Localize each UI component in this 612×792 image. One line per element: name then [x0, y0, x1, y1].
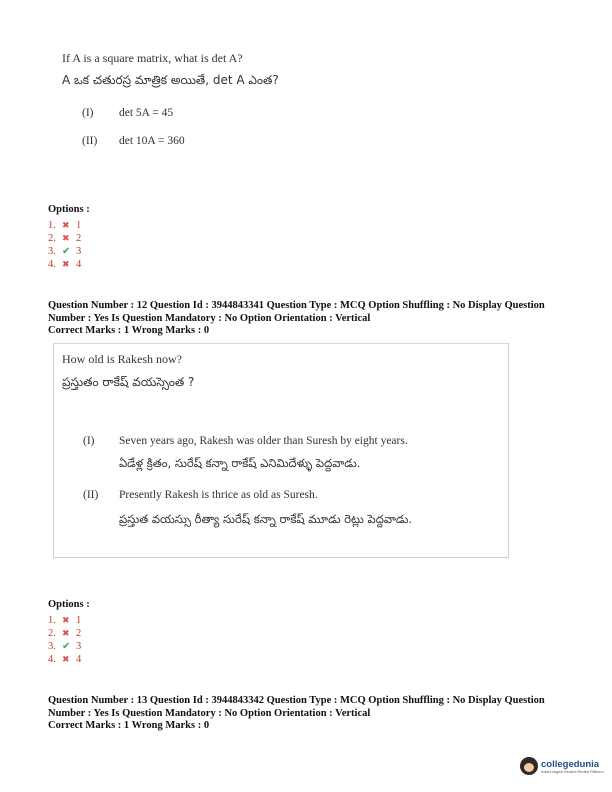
- wrong-mark-icon: ✖: [62, 259, 70, 269]
- q11-options-title: Options :: [48, 204, 90, 215]
- q12-statement-1-english: Seven years ago, Rakesh was older than Suresh by eight years.: [119, 435, 408, 447]
- q11-statement-2-number: (II): [82, 135, 98, 147]
- q12-option-2: [48, 627, 81, 640]
- option-number: 3.: [48, 641, 56, 652]
- avatar-icon: [520, 757, 538, 775]
- q12-question-telugu: ప్రస్తుతం రాకేష్ వయస్సెంత ?: [62, 375, 195, 389]
- option-value: 3: [76, 641, 82, 652]
- wrong-mark-icon: ✖: [62, 654, 70, 664]
- logo-name: collegedunia: [541, 758, 600, 770]
- q11-option-2: [48, 232, 81, 245]
- q13-meta-line-2: Number : Yes Is Question Mandatory : No Option Orientation : Vertical: [48, 707, 371, 719]
- divider: [54, 343, 508, 344]
- q12-meta-line-2: Number : Yes Is Question Mandatory : No Option Orientation : Vertical: [48, 312, 371, 324]
- q11-question-telugu: A ఒక చతురస్ర మాత్రిక అయితే, det A ఎంత?: [62, 73, 279, 87]
- option-value: 4: [76, 259, 82, 270]
- correct-check-icon: ✔: [62, 641, 71, 652]
- option-number: 2.: [48, 628, 56, 639]
- correct-check-icon: ✔: [62, 246, 71, 257]
- option-value: 2: [76, 233, 82, 244]
- q12-meta-line-1: Question Number : 12 Question Id : 3944843341 Question Type : MCQ Option Shuffling : No Display Question: [48, 300, 545, 311]
- q13-meta: [48, 695, 588, 733]
- q12-meta-line-3: Correct Marks : 1 Wrong Marks : 0: [48, 325, 210, 336]
- q11-statement-1-number: (I): [82, 107, 94, 119]
- q13-meta-line-1: Question Number : 13 Question Id : 3944843342 Question Type : MCQ Option Shuffling : No Display Question: [48, 695, 545, 706]
- q12-statement-2-number: (II): [83, 489, 99, 501]
- q11-option-3: [48, 245, 81, 258]
- q12-question-image: [53, 343, 509, 558]
- option-number: 4.: [48, 259, 56, 270]
- option-value: 3: [76, 246, 82, 257]
- wrong-mark-icon: ✖: [62, 233, 70, 243]
- wrong-mark-icon: ✖: [62, 628, 70, 638]
- option-value: 1: [76, 220, 82, 231]
- option-value: 4: [76, 654, 82, 665]
- q12-statement-1-number: (I): [83, 435, 95, 447]
- logo-tagline: India's largest Student Review Platform: [541, 769, 604, 774]
- q12-statement-1-telugu: ఏడేళ్ల క్రితం, సురేష్ కన్నా రాకేష్ ఎనిమిదేళ్ళు పెద్దవాడు.: [119, 456, 361, 470]
- q11-statement-1-text: det 5A = 45: [119, 107, 174, 119]
- q12-option-3: [48, 640, 81, 653]
- option-value: 2: [76, 628, 82, 639]
- q12-meta: [48, 300, 588, 338]
- q11-option-4: [48, 258, 81, 271]
- option-number: 4.: [48, 654, 56, 665]
- q12-statement-2-english: Presently Rakesh is thrice as old as Suresh.: [119, 489, 318, 501]
- q12-options-title: Options :: [48, 599, 90, 610]
- q11-statement-2-text: det 10A = 360: [119, 135, 185, 147]
- wrong-mark-icon: ✖: [62, 220, 70, 230]
- q13-meta-line-3: Correct Marks : 1 Wrong Marks : 0: [48, 720, 210, 731]
- option-number: 1.: [48, 615, 56, 626]
- q12-statement-2-telugu: ప్రస్తుత వయస్సు రీత్యా సురేష్ కన్నా రాకేష్ మూడు రెట్లు పెద్దవాడు.: [119, 512, 413, 526]
- wrong-mark-icon: ✖: [62, 615, 70, 625]
- q12-option-4: [48, 653, 81, 666]
- option-number: 1.: [48, 220, 56, 231]
- q11-question-english: If A is a square matrix, what is det A?: [62, 51, 243, 65]
- q12-option-1: [48, 614, 81, 627]
- collegedunia-logo: [520, 757, 604, 775]
- option-number: 3.: [48, 246, 56, 257]
- q11-option-1: [48, 219, 81, 232]
- q11-options-list: [48, 219, 81, 271]
- option-value: 1: [76, 615, 82, 626]
- option-number: 2.: [48, 233, 56, 244]
- q12-question-english: How old is Rakesh now?: [62, 352, 182, 366]
- q12-options-list: [48, 614, 81, 666]
